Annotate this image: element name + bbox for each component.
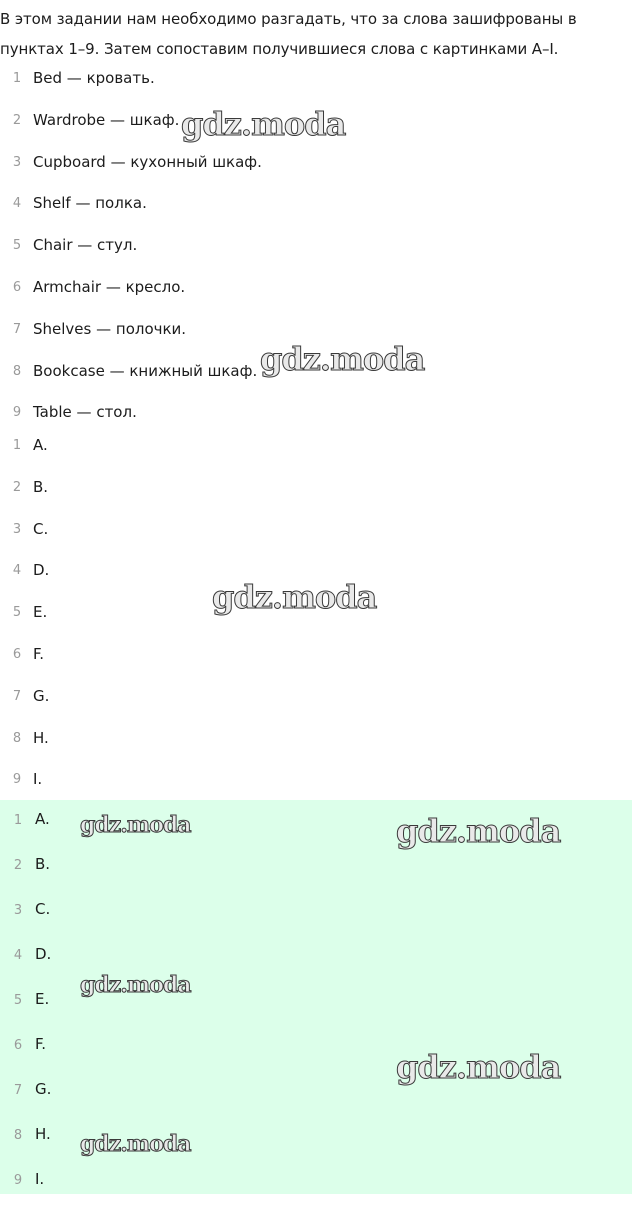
- list-item: [0, 845, 632, 890]
- watermark: gdz.moda: [80, 812, 191, 838]
- item-text: A.: [35, 810, 50, 828]
- item-text: Chair — стул.: [33, 236, 138, 255]
- item-number: 6: [12, 279, 22, 295]
- list-item: [0, 980, 632, 1025]
- item-text: C.: [33, 519, 49, 538]
- item-number: 9: [13, 1173, 23, 1188]
- item-text: G.: [33, 686, 50, 705]
- item-number: 6: [12, 646, 22, 662]
- item-text: E.: [33, 603, 48, 622]
- list-item: [0, 512, 632, 554]
- item-number: 3: [12, 154, 22, 170]
- item-number: 1: [12, 438, 22, 453]
- item-text: Bookcase — книжный шкаф.: [33, 361, 258, 380]
- item-text: B.: [33, 477, 49, 496]
- item-number: 3: [12, 521, 22, 537]
- item-number: 8: [12, 730, 22, 746]
- item-text: Bed — кровать.: [33, 69, 155, 87]
- words-list: [0, 61, 632, 437]
- item-text: F.: [33, 644, 44, 663]
- item-number: 1: [13, 813, 23, 828]
- list-item: [0, 61, 632, 103]
- list-item: [0, 186, 632, 228]
- item-number: 5: [12, 605, 22, 621]
- item-number: 6: [13, 1038, 23, 1053]
- watermark: gdz.moda: [396, 1048, 561, 1086]
- item-text: E.: [35, 990, 50, 1008]
- list-item: [0, 553, 632, 595]
- list-item: [0, 145, 632, 187]
- item-text: F.: [35, 1035, 46, 1053]
- item-text: Shelves — полочки.: [33, 319, 187, 338]
- item-text: G.: [35, 1080, 52, 1098]
- item-number: 7: [13, 1083, 23, 1098]
- item-text: Armchair — кресло.: [33, 277, 186, 296]
- item-text: Table — стол.: [33, 403, 137, 422]
- list-item: [0, 470, 632, 512]
- list-item: [0, 679, 632, 721]
- item-text: D.: [33, 561, 50, 580]
- list-item: [0, 890, 632, 935]
- item-number: 2: [12, 479, 22, 495]
- watermark: gdz.moda: [181, 105, 346, 143]
- list-item: [0, 1115, 632, 1160]
- list-item: [0, 637, 632, 679]
- list-item: [0, 354, 632, 396]
- item-number: 7: [12, 321, 22, 337]
- list-item: [0, 595, 632, 637]
- list-item: [0, 721, 632, 763]
- item-number: 7: [12, 688, 22, 704]
- item-number: 4: [12, 563, 22, 579]
- watermark: gdz.moda: [212, 578, 377, 616]
- list-item: [0, 312, 632, 354]
- watermark: gdz.moda: [396, 812, 561, 850]
- list-item: [0, 762, 632, 804]
- item-number: 5: [13, 993, 23, 1008]
- item-number: 8: [12, 363, 22, 379]
- item-number: 5: [12, 238, 22, 254]
- item-number: 2: [12, 112, 22, 128]
- list-item: [0, 228, 632, 270]
- list-item: [0, 1070, 632, 1115]
- item-number: 9: [12, 405, 22, 421]
- item-text: H.: [33, 728, 49, 747]
- item-text: Shelf — полка.: [33, 194, 147, 213]
- answer-letters-list: [0, 800, 632, 1205]
- item-text: I.: [35, 1170, 45, 1188]
- watermark: gdz.moda: [80, 1131, 191, 1157]
- item-text: Cupboard — кухонный шкаф.: [33, 152, 262, 171]
- watermark: gdz.moda: [260, 340, 425, 378]
- item-number: 3: [13, 903, 23, 918]
- list-item: [0, 1160, 632, 1205]
- item-text: Wardrobe — шкаф.: [33, 110, 180, 129]
- item-number: 4: [13, 948, 23, 963]
- answer-block: [0, 800, 632, 1194]
- item-number: 9: [12, 772, 22, 788]
- item-text: B.: [35, 855, 51, 873]
- item-text: A.: [33, 436, 48, 454]
- item-text: D.: [35, 945, 52, 963]
- item-number: 4: [12, 196, 22, 212]
- item-number: 8: [13, 1128, 23, 1143]
- list-item: [0, 270, 632, 312]
- item-number: 2: [13, 858, 23, 873]
- list-item: [0, 103, 632, 145]
- item-text: C.: [35, 900, 51, 918]
- item-number: 1: [12, 71, 22, 86]
- list-item: [0, 800, 632, 845]
- watermark: gdz.moda: [80, 972, 191, 998]
- item-text: I.: [33, 770, 43, 789]
- list-item: [0, 1025, 632, 1070]
- list-item: [0, 428, 632, 470]
- intro-paragraph: В этом задании нам необходимо разгадать, что за слова зашифрованы в пунктах 1–9. Затем сопоставим получившиеся слова с картинками A–I.: [0, 10, 577, 58]
- letters-list: [0, 428, 632, 804]
- item-text: H.: [35, 1125, 51, 1143]
- list-item: [0, 935, 632, 980]
